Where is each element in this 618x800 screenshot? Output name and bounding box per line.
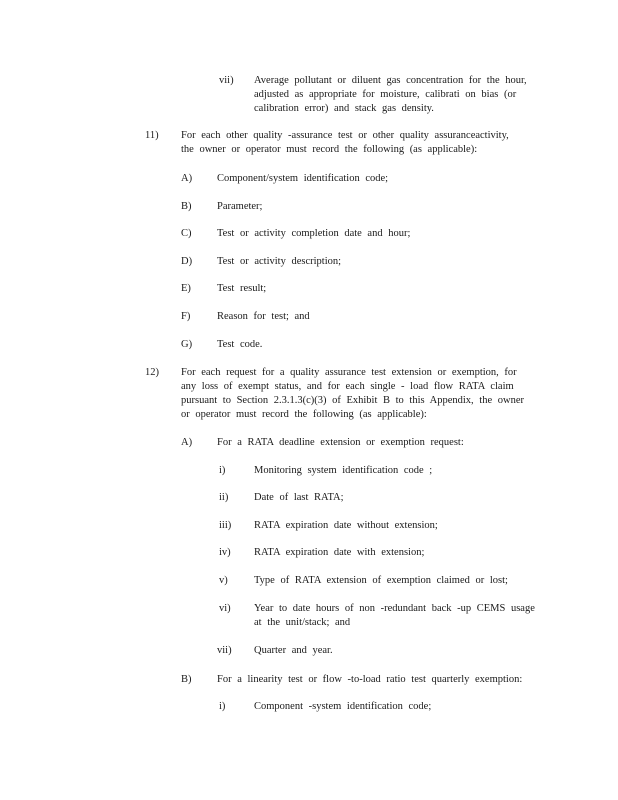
section-text-line: pursuant to Section 2.3.1.3(c)(3) of Exhibit B to this Appendix, the owner <box>181 395 524 406</box>
subsub-text: RATA expiration date with extension; <box>254 547 425 558</box>
subsub-marker: vi) <box>219 603 231 614</box>
subsub-text: RATA expiration date without extension; <box>254 520 438 531</box>
item-marker: vii) <box>219 75 234 86</box>
subsub-marker: iv) <box>219 547 231 558</box>
sub-text: For a linearity test or flow -to-load ratio test quarterly exemption: <box>217 674 523 685</box>
section-text-line: the owner or operator must record the following (as applicable): <box>181 144 478 155</box>
subsub-text: Component -system identification code; <box>254 701 432 712</box>
sub-text: Test or activity completion date and hour; <box>217 228 411 239</box>
sub-text: Parameter; <box>217 201 263 212</box>
sub-text: For a RATA deadline extension or exemption request: <box>217 437 464 448</box>
section-number: 11) <box>145 130 159 141</box>
section-text-line: or operator must record the following (as applicable): <box>181 409 427 420</box>
sub-marker: G) <box>181 339 193 350</box>
subsub-text: Quarter and year. <box>254 645 333 656</box>
subsub-marker: i) <box>219 701 226 712</box>
subsub-text: at the unit/stack; and <box>254 617 351 628</box>
sub-marker: A) <box>181 437 193 448</box>
sub-text: Test result; <box>217 283 267 294</box>
subsub-marker: vii) <box>217 645 232 656</box>
sub-marker: E) <box>181 283 191 294</box>
sub-text: Test code. <box>217 339 263 350</box>
subsub-marker: ii) <box>219 492 229 503</box>
sub-text: Component/system identification code; <box>217 173 389 184</box>
subsub-marker: v) <box>219 575 228 586</box>
sub-marker: B) <box>181 674 192 685</box>
sub-marker: A) <box>181 173 193 184</box>
subsub-marker: i) <box>219 465 226 476</box>
section-number: 12) <box>145 367 159 378</box>
sub-text: Test or activity description; <box>217 256 342 267</box>
item-text-line: Average pollutant or diluent gas concentration for the hour, <box>254 75 527 86</box>
sub-marker: F) <box>181 311 191 322</box>
subsub-text: Type of RATA extension of exemption claimed or lost; <box>254 575 508 586</box>
subsub-text: Date of last RATA; <box>254 492 344 503</box>
sub-marker: C) <box>181 228 192 239</box>
subsub-text: Monitoring system identification code ; <box>254 465 433 476</box>
item-text-line: calibration error) and stack gas density. <box>254 103 434 114</box>
item-text-line: adjusted as appropriate for moisture, calibrati on bias (or <box>254 89 517 100</box>
sub-text: Reason for test; and <box>217 311 310 322</box>
section-text-line: any loss of exempt status, and for each single - load flow RATA claim <box>181 381 514 392</box>
section-text-line: For each request for a quality assurance test extension or exemption, for <box>181 367 517 378</box>
section-text-line: For each other quality -assurance test or other quality assuranceactivity, <box>181 130 509 141</box>
sub-marker: B) <box>181 201 192 212</box>
subsub-text: Year to date hours of non -redundant back -up CEMS usage <box>254 603 535 614</box>
subsub-marker: iii) <box>219 520 232 531</box>
sub-marker: D) <box>181 256 193 267</box>
